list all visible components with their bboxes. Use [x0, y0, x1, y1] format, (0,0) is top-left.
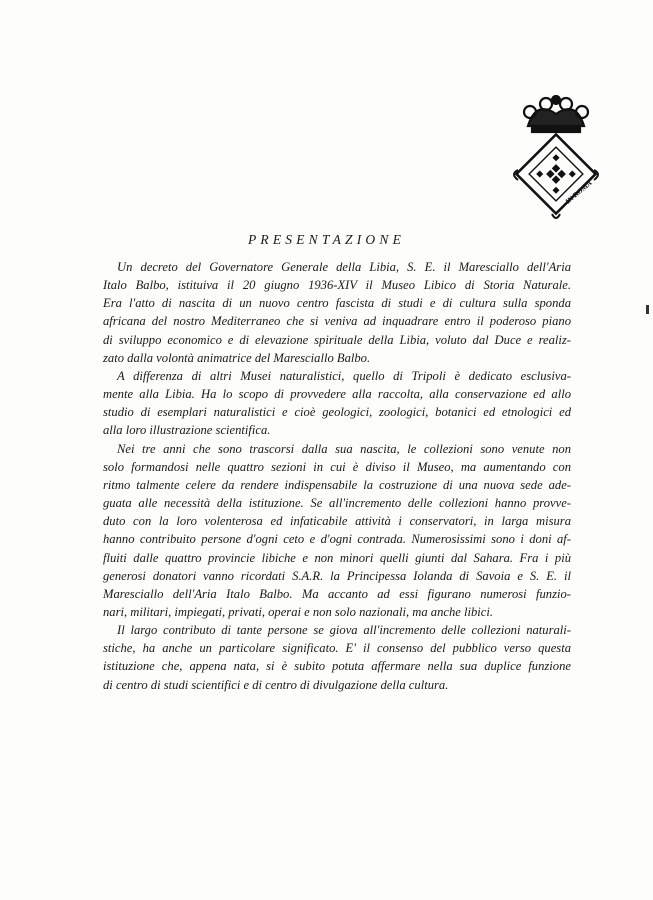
text-line: africana del nostro Mediterraneo che si veniva ad inquadrare entro il poderoso piano [103, 314, 571, 329]
paragraph [103, 440, 571, 622]
text-line: mente alla Libia. Ha lo scopo di provvedere alla raccolta, alla conservazione ed allo [103, 387, 571, 402]
text-line: ritmo talmente celere da rendere indispensabile la costruzione di una nuova sede ade- [103, 477, 571, 492]
text-line: hanno contribuito persone d'ogni ceto e d'ogni contrada. Numerosissimi sono i doni af- [103, 532, 571, 547]
text-line: Un decreto del Governatore Generale della Libia, S. E. il Maresciallo dell'Aria [117, 260, 571, 274]
text-line: stiche, ha anche un particolare significato. E' il consenso del pubblico verso questa [103, 641, 571, 656]
text-line: Italo Balbo, istituiva il 20 giugno 1936-XIV il Museo Libico di Storia Naturale. [103, 278, 571, 293]
text-line: Nei tre anni che sono trascorsi dalla sua nascita, le collezioni sono venute non [117, 441, 571, 456]
text-line: zato dalla volontà animatrice del Maresciallo Balbo. [103, 350, 371, 365]
text-line: Era l'atto di nascita di un nuovo centro fascista di studi e di cultura sulla sponda [103, 296, 571, 311]
paragraph [103, 621, 571, 694]
paragraph [103, 367, 571, 440]
text-line: A differenza di altri Musei naturalistici, quello di Tripoli è dedicato esclusiva- [117, 368, 571, 383]
document-body [103, 258, 571, 694]
text-line: alla loro illustrazione scientifica. [103, 423, 271, 438]
text-line: istituzione che, appena nata, si è subito potuta affermare nella sua duplice funzione [103, 659, 571, 674]
paragraph [103, 258, 571, 367]
text-line: fluiti dalle quattro provincie libiche e non minori quelli giunti dal Sahara. Fra i più [103, 550, 571, 565]
text-line: generosi donatori vanno ricordati S.A.R. la Principessa Iolanda di Savoia e S. E. il [103, 568, 571, 583]
text-line: nari, militari, impiegati, privati, operai e non solo nazionali, ma anche libici. [103, 604, 494, 619]
svg-text:IN ROMA: IN ROMA [564, 179, 594, 206]
page-title: PRESENTAZIONE [247, 232, 406, 247]
text-line: Il largo contributo di tante persone se giova all'incremento delle collezioni naturali- [117, 623, 571, 638]
text-line: Maresciallo dell'Aria Italo Balbo. Ma accanto ad essi figurano numerosi funzio- [103, 586, 571, 601]
text-line: di sviluppo economico e di elevazione spirituale della Libia, voluto dal Duce e realiz- [103, 332, 571, 347]
text-line: studio di esemplari naturalistici e cioè geologici, zoologici, botanici ed etnologici ed [103, 405, 571, 420]
text-line: di centro di studi scientifici e di centro di divulgazione della cultura. [103, 677, 449, 692]
crowned-library-stamp-icon [506, 92, 606, 222]
text-line: duto con la loro volenterosa ed infaticabile attività i conservatori, in larga misura [103, 514, 571, 529]
margin-mark [646, 305, 649, 314]
text-line: solo formandosi nelle quattro sezioni in cui è diviso il Museo, ma aumentando con [103, 459, 571, 474]
text-line: guata alle necessità della istituzione. Se all'incremento delle collezioni hanno provve- [103, 496, 571, 511]
